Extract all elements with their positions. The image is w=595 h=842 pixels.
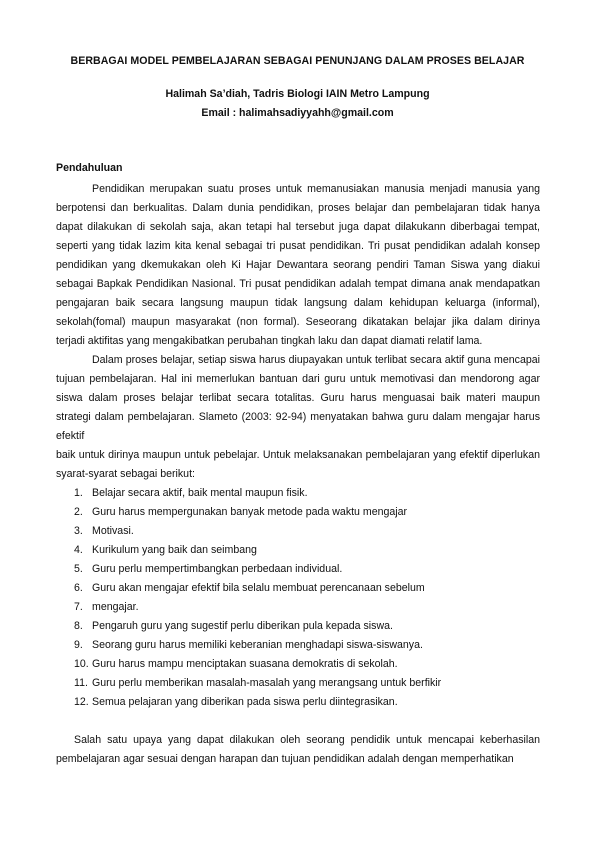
list-item (56, 674, 540, 693)
list-item-number: 10. (74, 658, 89, 670)
list-item-text: Guru perlu memberikan masalah-masalah yang merangsang untuk berfikir (92, 677, 442, 689)
list-item (56, 655, 540, 674)
list-item-number: 2. (74, 506, 83, 518)
list-item-number: 7. (74, 601, 83, 613)
section-heading: Pendahuluan (56, 162, 123, 174)
list-item-text: Guru perlu mempertimbangkan perbedaan individual. (92, 563, 343, 575)
section-body (56, 180, 540, 769)
list-item-text: Seorang guru harus memiliki keberanian menghadapi siswa-siswanya. (92, 639, 423, 651)
paragraph-3: baik untuk dirinya maupun untuk pebelajar. Untuk melaksanakan pembelajaran yang efektif diperlukan syarat-syarat sebagai berikut: (56, 449, 540, 480)
list-item-text: Semua pelajaran yang diberikan pada siswa perlu diintegrasikan. (92, 696, 398, 708)
list-item (56, 522, 540, 541)
paragraph-gap (56, 712, 540, 731)
list-item (56, 617, 540, 636)
list-item (56, 598, 540, 617)
list-item (56, 541, 540, 560)
list-item-number: 11. (74, 677, 88, 689)
list-item-text: Motivasi. (92, 525, 134, 537)
list-item (56, 579, 540, 598)
list-item (56, 484, 540, 503)
list-item-text: Belajar secara aktif, baik mental maupun fisik. (92, 487, 308, 499)
paragraph-2: Dalam proses belajar, setiap siswa harus diupayakan untuk terlibat secara aktif guna mencapai tujuan pembelajaran. Hal ini memerlukan bantuan dari guru untuk memotivasi dan mendorong agar siswa dalam proses belajar terlibat secara totalitas. Guru harus menguasai baik materi maupun strategi dalam pembelajaran. Slameto (2003: 92-94) menyatakan bahwa guru dalam mengajar harus efektif (56, 354, 540, 442)
list-item-text: Guru akan mengajar efektif bila selalu membuat perencanaan sebelum (92, 582, 425, 594)
paragraph-4: Salah satu upaya yang dapat dilakukan oleh seorang pendidik untuk mencapai keberhasilan pembelajaran agar sesuai dengan harapan dan tujuan pendidikan adalah dengan memperhatikan (56, 734, 540, 765)
list-item-text: Guru harus mampu menciptakan suasana demokratis di sekolah. (92, 658, 398, 670)
list-item (56, 636, 540, 655)
list-item (56, 560, 540, 579)
list-item (56, 503, 540, 522)
list-item-number: 9. (74, 639, 83, 651)
list-item-number: 12. (74, 696, 89, 708)
list-item-text: Pengaruh guru yang sugestif perlu diberikan pula kepada siswa. (92, 620, 393, 632)
list-item-number: 8. (74, 620, 83, 632)
list-item-number: 3. (74, 525, 83, 537)
paragraph-1: Pendidikan merupakan suatu proses untuk memanusiakan manusia menjadi manusia yang berpotensi dan berkualitas. Dalam dunia pendidikan, proses belajar dan pembelajaran tidak hanya dapat dilakukan di sekolah saja, akan tetapi hal tersebut juga dapat dilakukann diberbagai tempat, seperti yang tidak lazim kita kenal sebagai tri pusat pendidikan. Tri pusat pendidikan adalah konsep pendidikan yang dkemukakan oleh Ki Hajar Dewantara seorang pendiri Taman Siswa yang diakui sebagai Bapkak Pendidikan Nasional. Tri pusat pendidikan adalah tempat dimana anak mendapatkan pengajaran baik secara langsung maupun tidak langsung dalam kehidupan keluarga (informal), sekolah(fomal) maupun masyarakat (non formal). Seseorang dikatakan belajar jika dalam dirinya terjadi aktifitas yang mengakibatkan perubahan tingkah laku dan dapat diamati relatif lama. (56, 183, 540, 347)
list-item-number: 4. (74, 544, 83, 556)
document-title: BERBAGAI MODEL PEMBELAJARAN SEBAGAI PENUNJANG DALAM PROSES BELAJAR (70, 55, 525, 67)
list-item-text: Guru harus mempergunakan banyak metode pada waktu mengajar (92, 506, 408, 518)
author-email: Email : halimahsadiyyahh@gmail.com (201, 107, 394, 119)
requirements-list (56, 484, 540, 712)
list-item-number: 1. (74, 487, 83, 499)
author-line: Halimah Sa’diah, Tadris Biologi IAIN Metro Lampung (165, 88, 430, 100)
list-item-number: 6. (74, 582, 83, 594)
list-item (56, 693, 540, 712)
list-item-number: 5. (74, 563, 83, 575)
list-item-text: mengajar. (92, 601, 139, 613)
list-item-text: Kurikulum yang baik dan seimbang (92, 544, 257, 556)
